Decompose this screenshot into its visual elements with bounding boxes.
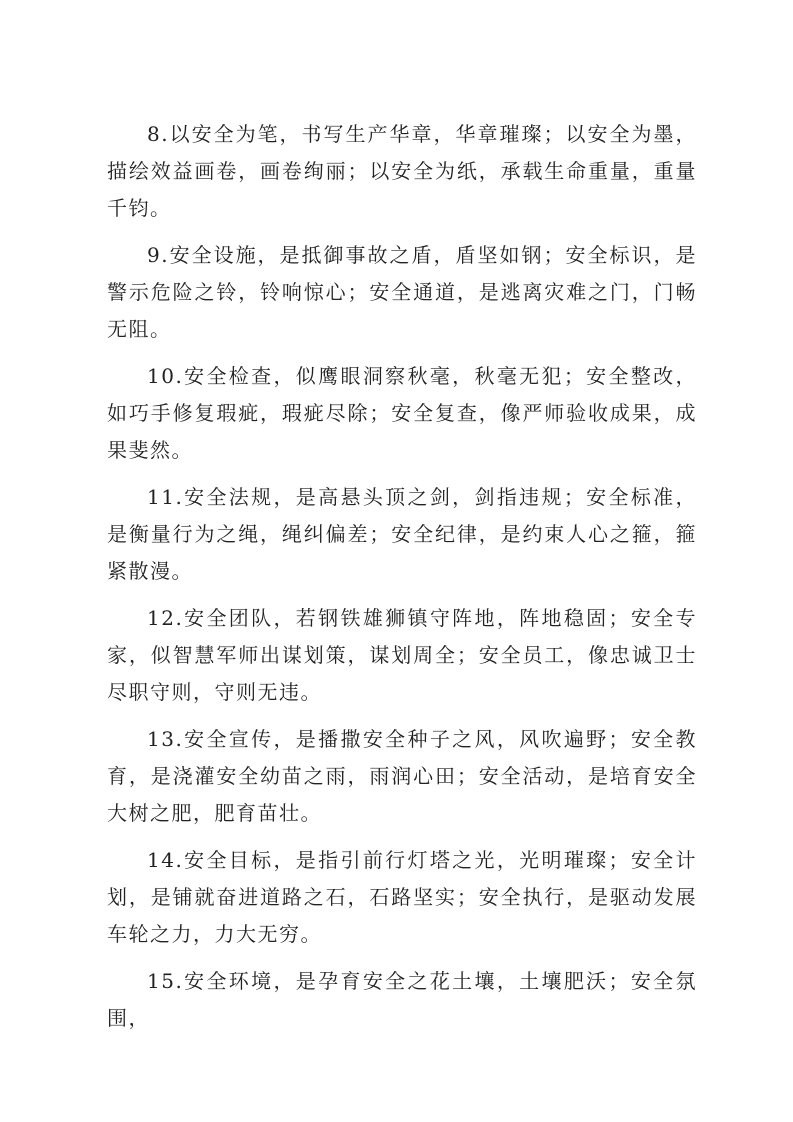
paragraph-12: 12.安全团队，若钢铁雄狮镇守阵地，阵地稳固；安全专家，似智慧军师出谋划策，谋划周全；安全员工，像忠诚卫士尽职守则，守则无违。 <box>107 606 697 704</box>
paragraph-8: 8.以安全为笔，书写生产华章，华章璀璨；以安全为墨，描绘效益画卷，画卷绚丽；以安全为纸，承载生命重量，重量千钧。 <box>107 122 697 220</box>
paragraph-11: 11.安全法规，是高悬头顶之剑，剑指违规；安全标准，是衡量行为之绳，绳纠偏差；安全纪律，是约束人心之箍，箍紧散漫。 <box>107 485 697 583</box>
paragraph-14: 14.安全目标，是指引前行灯塔之光，光明璀璨；安全计划，是铺就奋进道路之石，石路坚实；安全执行，是驱动发展车轮之力，力大无穷。 <box>107 848 697 946</box>
paragraph-10: 10.安全检查，似鹰眼洞察秋毫，秋毫无犯；安全整改，如巧手修复瑕疵，瑕疵尽除；安全复查，像严师验收成果，成果斐然。 <box>107 364 697 462</box>
document-body <box>107 116 697 1047</box>
paragraph-9: 9.安全设施，是抵御事故之盾，盾坚如钢；安全标识，是警示危险之铃，铃响惊心；安全通道，是逃离灾难之门，门畅无阻。 <box>107 243 697 341</box>
paragraph-13: 13.安全宣传，是播撒安全种子之风，风吹遍野；安全教育，是浇灌安全幼苗之雨，雨润心田；安全活动，是培育安全大树之肥，肥育苗壮。 <box>107 727 697 825</box>
paragraph-15: 15.安全环境，是孕育安全之花土壤，土壤肥沃；安全氛围， <box>107 969 697 1030</box>
